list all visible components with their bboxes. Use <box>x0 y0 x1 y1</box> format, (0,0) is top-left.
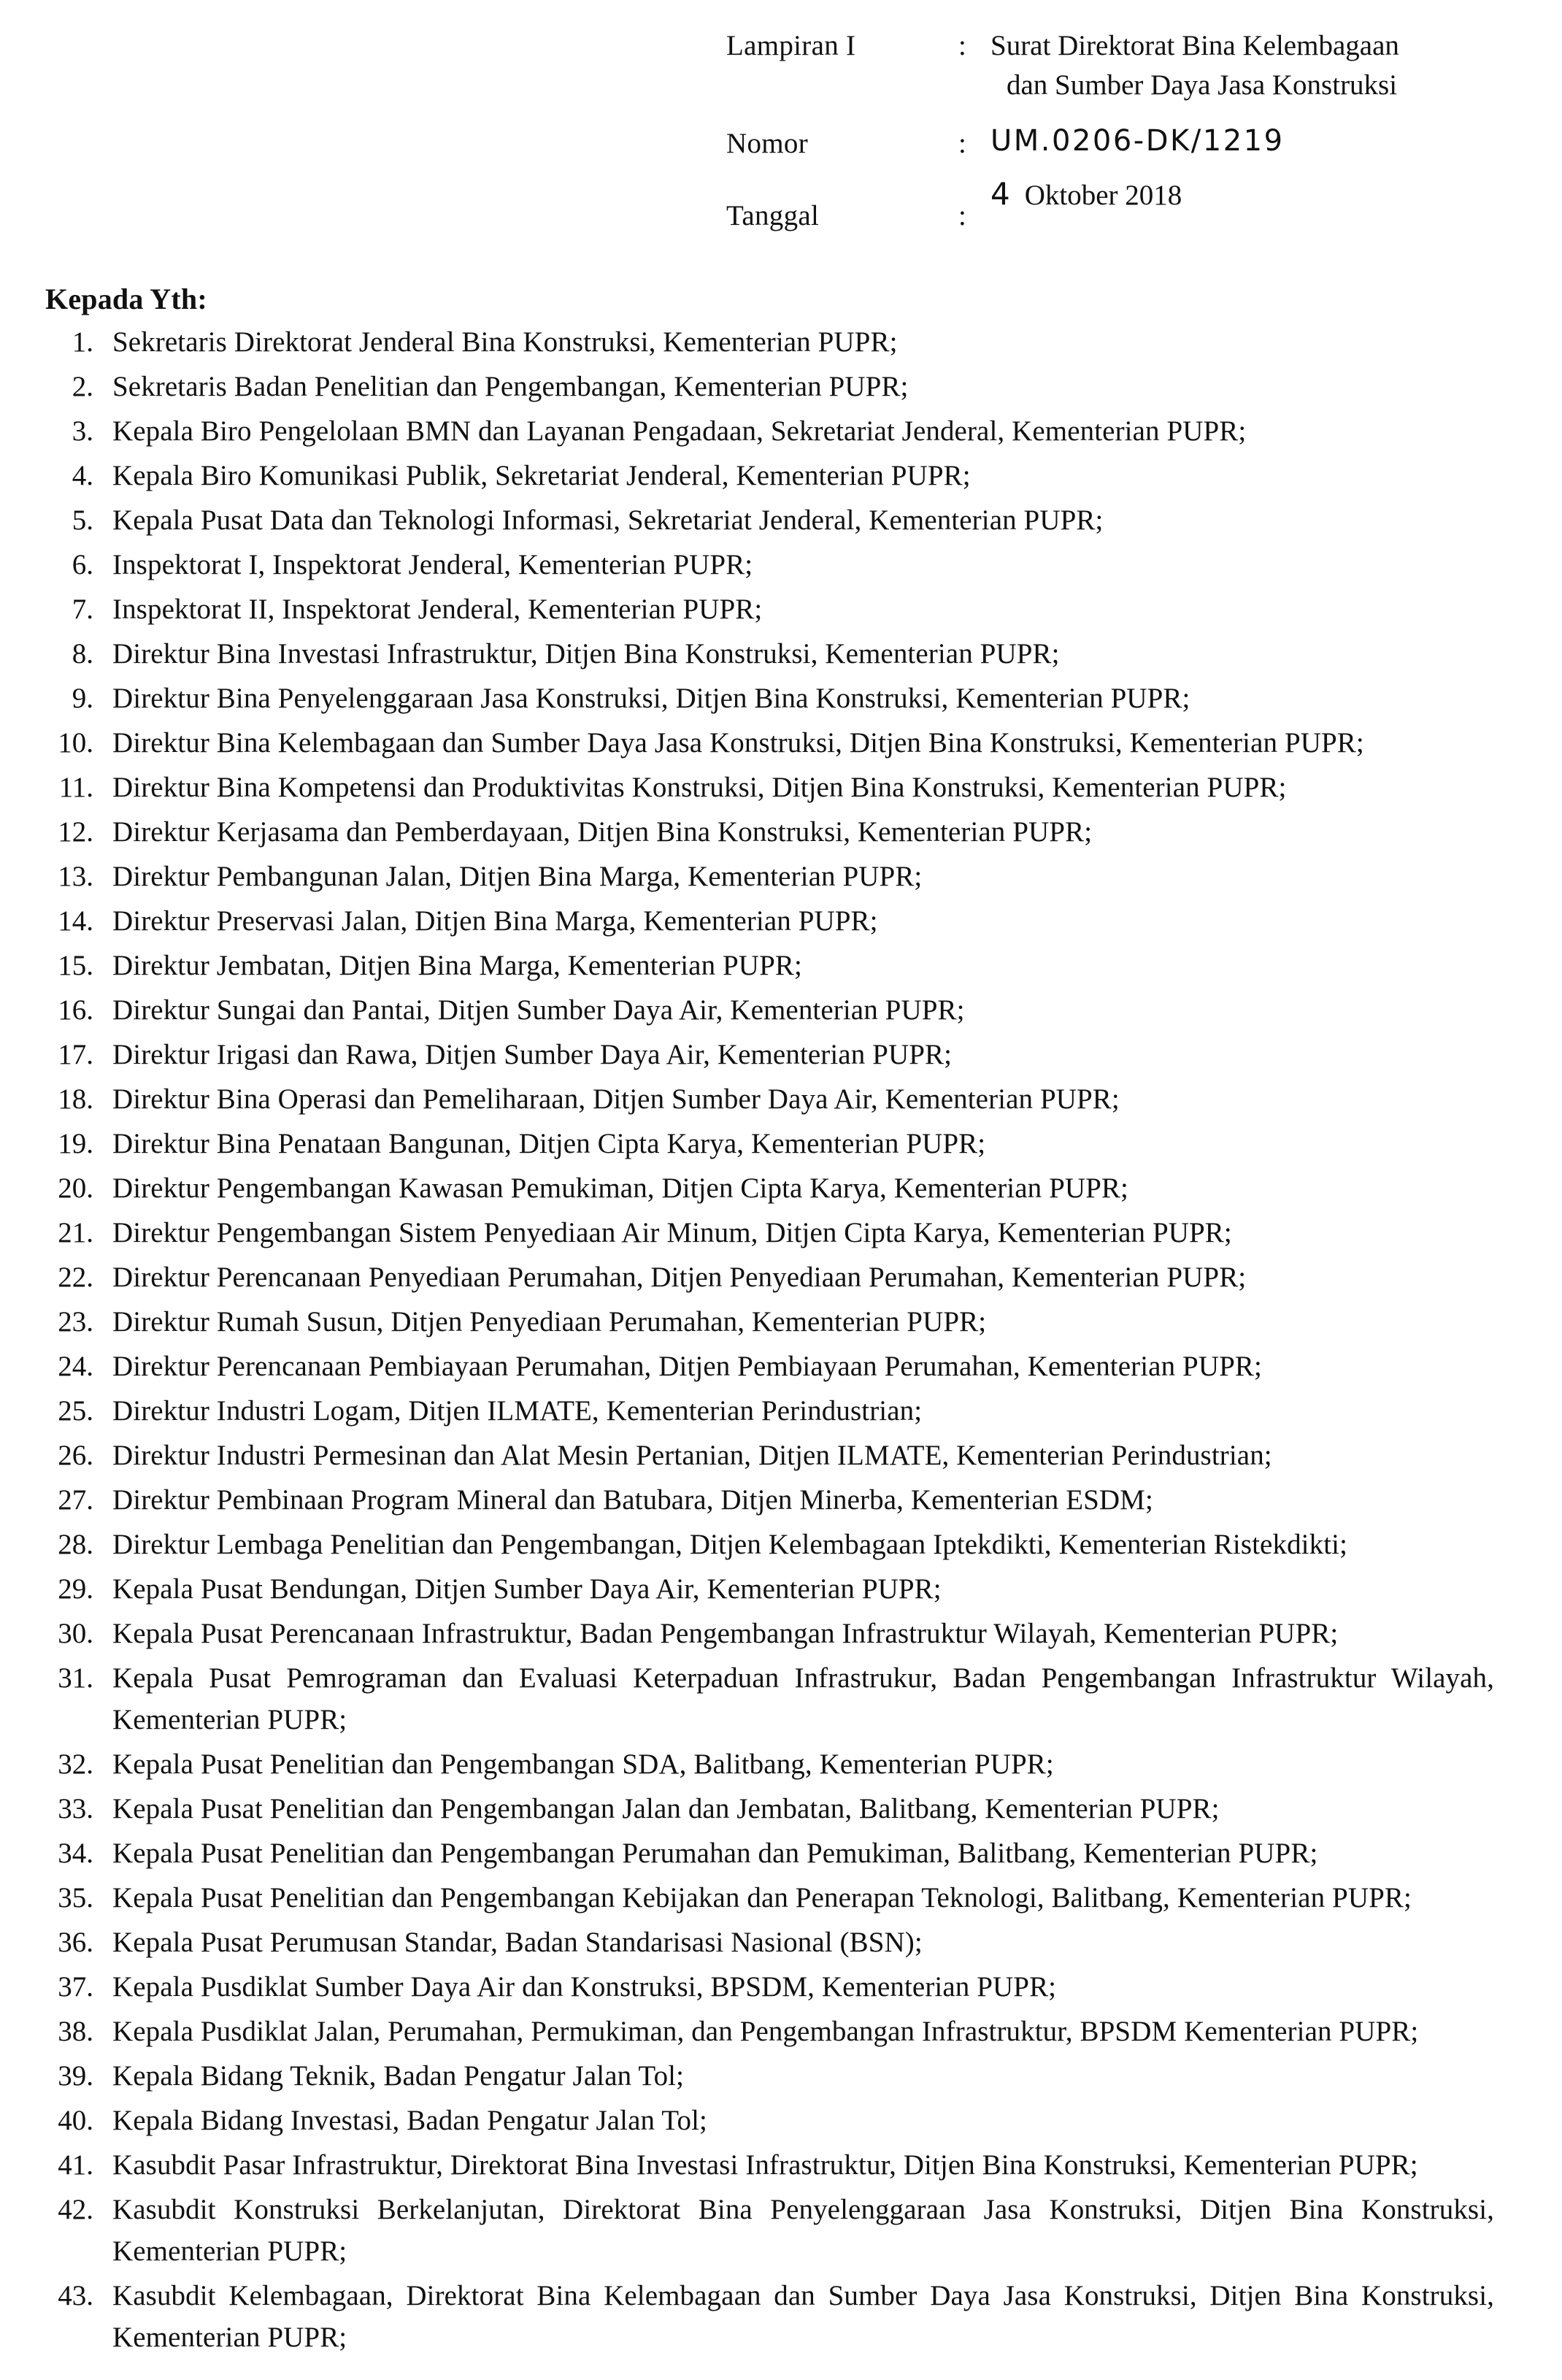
list-item-label: Kepala Pusat Penelitian dan Pengembangan Jalan dan Jembatan, Balitbang, Kementerian PUPR; <box>112 1793 1220 1824</box>
list-item-number: 43. <box>58 2280 93 2311</box>
list-item-number: 33. <box>58 1793 93 1824</box>
list-item <box>45 1167 1494 1209</box>
list-item <box>45 410 1494 452</box>
list-item <box>45 588 1494 630</box>
list-item-label: Direktur Bina Kelembagaan dan Sumber Daya Jasa Konstruksi, Ditjen Bina Konstruksi, Kementerian PUPR; <box>112 727 1364 759</box>
list-item-number: 14. <box>58 905 93 937</box>
list-item-number: 21. <box>58 1217 93 1248</box>
lampiran-value-line2: dan Sumber Daya Jasa Konstruksi <box>1007 69 1398 101</box>
list-item-label: Direktur Sungai dan Pantai, Ditjen Sumber Daya Air, Kementerian PUPR; <box>112 994 965 1026</box>
list-item <box>45 321 1494 363</box>
list-item-label: Direktur Bina Operasi dan Pemeliharaan, Ditjen Sumber Daya Air, Kementerian PUPR; <box>112 1083 1120 1115</box>
list-item <box>45 2011 1494 2052</box>
list-item-label: Direktur Bina Penataan Bangunan, Ditjen Cipta Karya, Kementerian PUPR; <box>112 1128 986 1159</box>
list-item-label: Kepala Biro Komunikasi Publik, Sekretariat Jenderal, Kementerian PUPR; <box>112 460 971 491</box>
list-item <box>45 1034 1494 1075</box>
list-item-number: 8. <box>72 638 93 669</box>
nomor-colon: : <box>958 128 966 159</box>
tanggal-month-year: Oktober 2018 <box>1024 180 1182 211</box>
list-item-label: Kepala Bidang Investasi, Badan Pengatur Jalan Tol; <box>112 2105 707 2136</box>
list-item-label: Direktur Pembangunan Jalan, Ditjen Bina Marga, Kementerian PUPR; <box>112 861 923 892</box>
list-item <box>45 1743 1494 1785</box>
list-item-label: Kasubdit Pasar Infrastruktur, Direktorat Bina Investasi Infrastruktur, Ditjen Bina Konstruksi, Kementerian PUPR; <box>112 2149 1418 2181</box>
list-item-label: Direktur Pembinaan Program Mineral dan Batubara, Ditjen Minerba, Kementerian ESDM; <box>112 1484 1153 1516</box>
list-item <box>45 2189 1494 2272</box>
list-item-label: Kepala Pusat Data dan Teknologi Informasi, Sekretariat Jenderal, Kementerian PUPR; <box>112 504 1104 536</box>
list-item-number: 41. <box>58 2149 93 2181</box>
list-item-label: Direktur Kerjasama dan Pemberdayaan, Ditjen Bina Konstruksi, Kementerian PUPR; <box>112 816 1093 848</box>
list-item-label: Kepala Pusdiklat Sumber Daya Air dan Konstruksi, BPSDM, Kementerian PUPR; <box>112 1971 1057 2003</box>
list-item-number: 18. <box>58 1083 93 1115</box>
list-item-label: Direktur Irigasi dan Rawa, Ditjen Sumber Daya Air, Kementerian PUPR; <box>112 1039 953 1070</box>
list-item-number: 27. <box>58 1484 93 1516</box>
list-item-number: 39. <box>58 2060 93 2092</box>
list-item <box>45 1390 1494 1432</box>
list-item <box>45 2144 1494 2186</box>
list-item-number: 23. <box>58 1306 93 1337</box>
list-item <box>45 1966 1494 2008</box>
list-item-number: 3. <box>72 415 93 447</box>
list-item-number: 31. <box>58 1662 93 1694</box>
list-item <box>45 544 1494 586</box>
list-item <box>45 722 1494 764</box>
tanggal-value <box>990 174 1500 215</box>
list-item-label: Kepala Pusat Penelitian dan Pengembangan Perumahan dan Pemukiman, Balitbang, Kementerian PUPR; <box>112 1838 1318 1869</box>
list-item <box>45 1123 1494 1164</box>
list-item-label: Kasubdit Konstruksi Berkelanjutan, Direktorat Bina Penyelenggaraan Jasa Konstruksi, Ditjen Bina Konstruksi, Kementerian PUPR; <box>112 2194 1494 2267</box>
list-item-number: 19. <box>58 1128 93 1159</box>
list-item <box>45 1922 1494 1963</box>
list-item-label: Direktur Bina Penyelenggaraan Jasa Konstruksi, Ditjen Bina Konstruksi, Kementerian PUPR; <box>112 683 1190 714</box>
list-item-label: Direktur Lembaga Penelitian dan Pengembangan, Ditjen Kelembagaan Iptekdikti, Kementerian Ristekdikti; <box>112 1529 1348 1560</box>
list-item <box>45 2100 1494 2141</box>
recipients-heading: Kepada Yth: <box>45 283 207 315</box>
list-item-label: Direktur Industri Logam, Ditjen ILMATE, Kementerian Perindustrian; <box>112 1395 923 1427</box>
list-item <box>45 900 1494 942</box>
list-item-label: Direktur Bina Kompetensi dan Produktivitas Konstruksi, Ditjen Bina Konstruksi, Kementerian PUPR; <box>112 772 1287 803</box>
list-item <box>45 1788 1494 1830</box>
list-item <box>45 499 1494 541</box>
nomor-value-handwritten: UM.0206-DK/1219 <box>990 124 1285 158</box>
header-row-tanggal <box>726 174 1500 231</box>
list-item-label: Kepala Pusdiklat Jalan, Perumahan, Permukiman, dan Pengembangan Infrastruktur, BPSDM Kementerian PUPR; <box>112 2016 1419 2047</box>
list-item <box>45 1435 1494 1476</box>
list-item-label: Sekretaris Direktorat Jenderal Bina Konstruksi, Kementerian PUPR; <box>112 326 898 358</box>
list-item-number: 13. <box>58 861 93 892</box>
list-item <box>45 1301 1494 1343</box>
list-item-label: Direktur Perencanaan Pembiayaan Perumahan, Ditjen Pembiayaan Perumahan, Kementerian PUPR; <box>112 1351 1262 1382</box>
list-item-number: 32. <box>58 1748 93 1780</box>
lampiran-label: Lampiran I <box>726 30 856 61</box>
nomor-label: Nomor <box>726 128 808 159</box>
list-item-number: 29. <box>58 1573 93 1605</box>
list-item <box>45 856 1494 897</box>
list-item <box>45 1078 1494 1120</box>
list-item <box>45 1657 1494 1740</box>
list-item <box>45 633 1494 675</box>
list-item-label: Kepala Pusat Bendungan, Ditjen Sumber Daya Air, Kementerian PUPR; <box>112 1573 942 1605</box>
header-row-lampiran <box>726 26 1500 105</box>
list-item-number: 15. <box>58 950 93 981</box>
list-item-number: 1. <box>72 326 93 358</box>
list-item-number: 25. <box>58 1395 93 1427</box>
lampiran-value-line1: Surat Direktorat Bina Kelembagaan <box>990 30 1399 61</box>
list-item-number: 40. <box>58 2105 93 2136</box>
list-item-label: Direktur Jembatan, Ditjen Bina Marga, Kementerian PUPR; <box>112 950 802 981</box>
tanggal-colon: : <box>958 200 966 231</box>
list-item-label: Kepala Pusat Pemrograman dan Evaluasi Keterpaduan Infrastrukur, Badan Pengembangan Infrastruktur Wilayah, Kementerian PUPR; <box>112 1662 1494 1735</box>
list-item <box>45 811 1494 853</box>
list-item-number: 9. <box>72 683 93 714</box>
list-item <box>45 1832 1494 1874</box>
list-item-label: Direktur Rumah Susun, Ditjen Penyediaan Perumahan, Kementerian PUPR; <box>112 1306 987 1337</box>
header-row-nomor <box>726 124 1500 164</box>
list-item-label: Kepala Bidang Teknik, Badan Pengatur Jalan Tol; <box>112 2060 685 2092</box>
list-item <box>45 1212 1494 1254</box>
list-item-number: 12. <box>58 816 93 848</box>
list-item-label: Kepala Pusat Perencanaan Infrastruktur, Badan Pengembangan Infrastruktur Wilayah, Kementerian PUPR; <box>112 1618 1339 1649</box>
list-item <box>45 1877 1494 1919</box>
list-item-number: 7. <box>72 594 93 625</box>
list-item <box>45 2275 1494 2358</box>
list-item-number: 24. <box>58 1351 93 1382</box>
list-item <box>45 2055 1494 2097</box>
list-item <box>45 1613 1494 1654</box>
list-item-number: 28. <box>58 1529 93 1560</box>
list-item-label: Direktur Preservasi Jalan, Ditjen Bina Marga, Kementerian PUPR; <box>112 905 878 937</box>
list-item-number: 16. <box>58 994 93 1026</box>
list-item <box>45 945 1494 986</box>
list-item <box>45 455 1494 496</box>
nomor-value <box>990 124 1500 164</box>
lampiran-colon: : <box>958 30 966 61</box>
list-item-label: Kepala Pusat Penelitian dan Pengembangan Kebijakan dan Penerapan Teknologi, Balitbang, Kementerian PUPR; <box>112 1882 1412 1913</box>
tanggal-label: Tanggal <box>726 200 820 231</box>
list-item <box>45 366 1494 407</box>
recipients-list <box>45 321 1494 2361</box>
list-item <box>45 989 1494 1031</box>
list-item-number: 2. <box>72 371 93 402</box>
list-item <box>45 1346 1494 1387</box>
list-item-number: 10. <box>58 727 93 759</box>
list-item-label: Kepala Pusat Penelitian dan Pengembangan SDA, Balitbang, Kementerian PUPR; <box>112 1748 1054 1780</box>
list-item <box>45 1524 1494 1565</box>
list-item-number: 6. <box>72 549 93 580</box>
list-item-number: 26. <box>58 1440 93 1471</box>
list-item-number: 22. <box>58 1262 93 1293</box>
list-item-label: Direktur Perencanaan Penyediaan Perumahan, Ditjen Penyediaan Perumahan, Kementerian PUPR; <box>112 1262 1247 1293</box>
list-item-number: 20. <box>58 1172 93 1204</box>
list-item-label: Kepala Biro Pengelolaan BMN dan Layanan Pengadaan, Sekretariat Jenderal, Kementerian PUPR; <box>112 415 1247 447</box>
lampiran-value <box>990 26 1500 105</box>
list-item-label: Inspektorat I, Inspektorat Jenderal, Kementerian PUPR; <box>112 549 753 580</box>
list-item-number: 17. <box>58 1039 93 1070</box>
list-item-number: 42. <box>58 2194 93 2225</box>
list-item-label: Sekretaris Badan Penelitian dan Pengembangan, Kementerian PUPR; <box>112 371 909 402</box>
list-item <box>45 1568 1494 1610</box>
list-item-label: Inspektorat II, Inspektorat Jenderal, Kementerian PUPR; <box>112 594 763 625</box>
list-item <box>45 767 1494 808</box>
list-item-label: Direktur Industri Permesinan dan Alat Mesin Pertanian, Ditjen ILMATE, Kementerian Perindustrian; <box>112 1440 1272 1471</box>
list-item-number: 36. <box>58 1927 93 1958</box>
list-item-number: 11. <box>58 772 93 803</box>
tanggal-day-handwritten: 4 <box>990 176 1010 212</box>
letter-header-block <box>726 26 1500 234</box>
list-item-number: 37. <box>58 1971 93 2003</box>
list-item <box>45 1256 1494 1298</box>
list-item-label: Direktur Pengembangan Sistem Penyediaan Air Minum, Ditjen Cipta Karya, Kementerian PUPR; <box>112 1217 1232 1248</box>
list-item-label: Kepala Pusat Perumusan Standar, Badan Standarisasi Nasional (BSN); <box>112 1927 923 1958</box>
list-item-number: 30. <box>58 1618 93 1649</box>
list-item-label: Direktur Bina Investasi Infrastruktur, Ditjen Bina Konstruksi, Kementerian PUPR; <box>112 638 1060 669</box>
list-item <box>45 677 1494 719</box>
list-item-number: 38. <box>58 2016 93 2047</box>
list-item-number: 35. <box>58 1882 93 1913</box>
list-item-label: Kasubdit Kelembagaan, Direktorat Bina Kelembagaan dan Sumber Daya Jasa Konstruksi, Ditjen Bina Konstruksi, Kementerian PUPR; <box>112 2280 1494 2353</box>
list-item <box>45 1479 1494 1521</box>
list-item-number: 34. <box>58 1838 93 1869</box>
list-item-label: Direktur Pengembangan Kawasan Pemukiman, Ditjen Cipta Karya, Kementerian PUPR; <box>112 1172 1128 1204</box>
list-item-number: 5. <box>72 504 93 536</box>
list-item-number: 4. <box>72 460 93 491</box>
